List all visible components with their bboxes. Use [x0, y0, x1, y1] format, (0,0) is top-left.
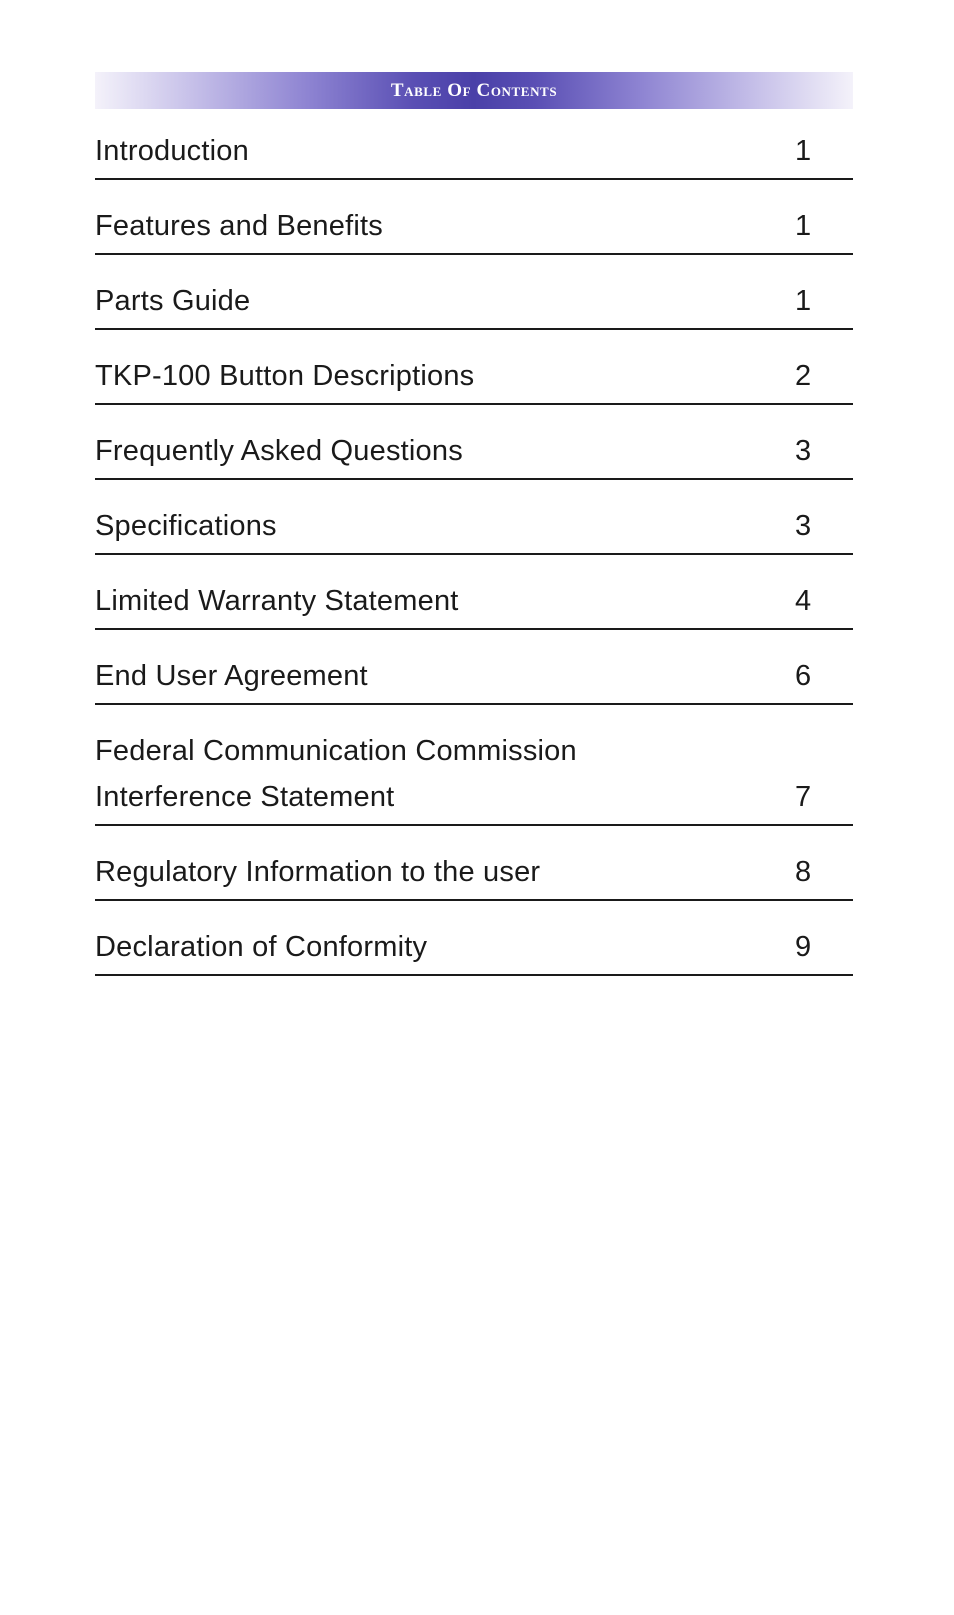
table-of-contents — [95, 128, 853, 999]
toc-entry-page: 3 — [795, 435, 812, 467]
toc-entry-parts-guide[interactable] — [95, 278, 853, 330]
toc-entry-label-line1: Federal Communication Commission — [95, 735, 577, 767]
toc-entry-label: Frequently Asked Questions — [95, 435, 463, 467]
toc-entry-fcc-statement[interactable] — [95, 728, 853, 826]
toc-entry-page: 1 — [795, 285, 812, 317]
toc-entry-end-user-agreement[interactable] — [95, 653, 853, 705]
toc-entry-warranty[interactable] — [95, 578, 853, 630]
page-title: Table Of Contents — [390, 79, 558, 101]
toc-entry-page: 7 — [795, 781, 812, 813]
toc-entry-specifications[interactable] — [95, 503, 853, 555]
toc-entry-page: 3 — [795, 510, 812, 542]
toc-entry-page: 9 — [795, 931, 812, 963]
toc-entry-page: 4 — [795, 585, 812, 617]
toc-entry-label: End User Agreement — [95, 660, 368, 692]
toc-entry-label: Specifications — [95, 510, 277, 542]
toc-entry-features[interactable] — [95, 203, 853, 255]
toc-entry-page: 1 — [795, 135, 812, 167]
toc-entry-label: Introduction — [95, 135, 249, 167]
toc-entry-label: Features and Benefits — [95, 210, 383, 242]
toc-entry-regulatory-info[interactable] — [95, 849, 853, 901]
toc-entry-button-descriptions[interactable] — [95, 353, 853, 405]
toc-entry-label: Parts Guide — [95, 285, 251, 317]
toc-entry-label — [95, 728, 577, 820]
toc-entry-introduction[interactable] — [95, 128, 853, 180]
toc-entry-label-line2: Interference Statement — [95, 781, 395, 813]
toc-entry-label: Limited Warranty Statement — [95, 585, 459, 617]
toc-entry-label: Declaration of Conformity — [95, 931, 428, 963]
toc-entry-page: 2 — [795, 360, 812, 392]
toc-header-bar — [95, 72, 853, 109]
toc-entry-page: 1 — [795, 210, 812, 242]
toc-entry-page: 6 — [795, 660, 812, 692]
toc-entry-label: Regulatory Information to the user — [95, 856, 541, 888]
toc-entry-label: TKP-100 Button Descriptions — [95, 360, 475, 392]
toc-entry-page: 8 — [795, 856, 812, 888]
toc-entry-faq[interactable] — [95, 428, 853, 480]
toc-entry-declaration[interactable] — [95, 924, 853, 976]
